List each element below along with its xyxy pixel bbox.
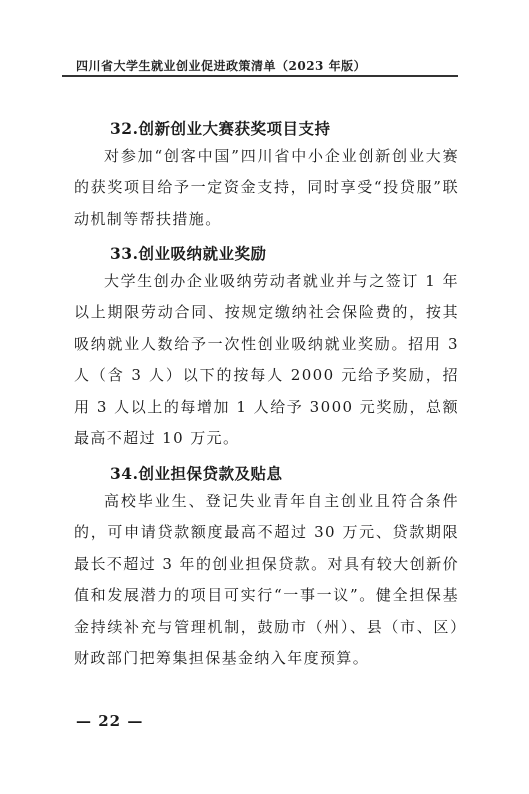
page-number: — 22 — <box>76 712 144 730</box>
running-header: 四川省大学生就业创业促进政策清单（2023 年版） <box>76 59 367 73</box>
section-title-33: 33.创业吸纳就业奖励 <box>110 244 267 263</box>
section-paragraph-32: 对参加“创客中国”四川省中小企业创新创业大赛的获奖项目给予一定资金支持，同时享受“投贷服”联动机制等帮扶措施。 <box>74 147 459 228</box>
header-divider <box>62 75 458 77</box>
section-paragraph-34: 高校毕业生、登记失业青年自主创业且符合条件的，可申请贷款额度最高不超过 30 万元、贷款期限最长不超过 3 年的创业担保贷款。对具有较大创新价值和发展潜力的项目可实行“一事一议”。健全担保基金持续补充与管理机制，鼓励市（州）、县（市、区）财政部门把筹集担保基金纳入年度预算。 <box>74 492 459 668</box>
section-title-32: 32.创新创业大赛获奖项目支持 <box>110 119 331 138</box>
section-title-34: 34.创业担保贷款及贴息 <box>110 464 283 483</box>
section-paragraph-33: 大学生创办企业吸纳劳动者就业并与之签订 1 年以上期限劳动合同、按规定缴纳社会保险费的，按其吸纳就业人数给予一次性创业吸纳就业奖励。招用 3 人（含 3 人）以下的按每人 2000 元给予奖励，招用 3 人以上的每增加 1 人给予 3000 元奖励，总额最高不超过 10 万元。 <box>74 272 459 448</box>
